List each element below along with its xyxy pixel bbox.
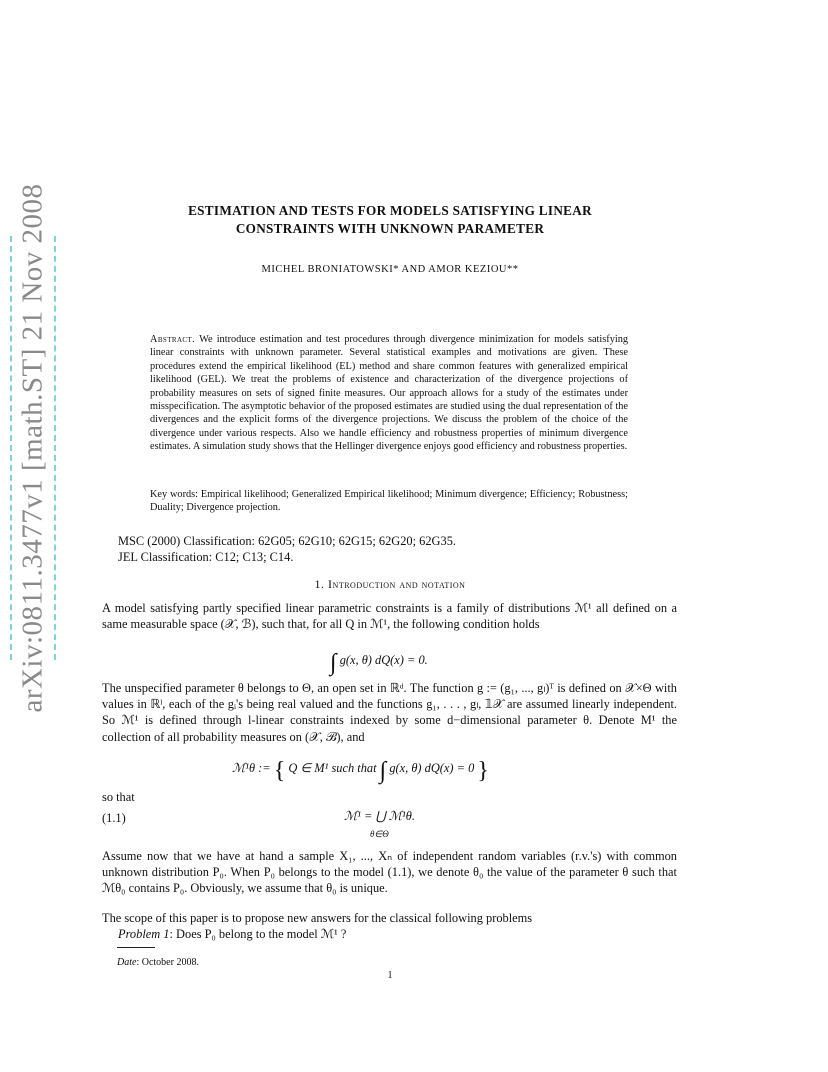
problem-label: Problem 1 — [118, 927, 170, 941]
model-theta-condition: Q ∈ M¹ such that — [288, 761, 377, 775]
footnote-date — [117, 957, 199, 968]
footnote-text: : October 2008. — [136, 957, 199, 968]
keywords: Key words: Empirical likelihood; Generalized Empirical likelihood; Minimum divergence; Efficiency; Robustness; Duality; Divergence projection. — [150, 489, 628, 514]
paragraph-4: The scope of this paper is to propose new answers for the classical following problems — [102, 911, 533, 925]
abstract-label: Abstract. — [150, 334, 196, 345]
left-brace: { — [273, 758, 286, 784]
jel-classification: JEL Classification: C12; C13; C14. — [118, 550, 294, 564]
page-number: 1 — [387, 970, 393, 981]
classification-block — [118, 533, 456, 565]
abstract-text: We introduce estimation and test procedures through divergence minimization for models satisfying linear constraints with unknown parameter. Several statistical examples and motivations are given. These procedures extend the empirical likelihood (EL) method and share common features with generalized empirical likelihood (GEL). We treat the problems of existence and characterization of the divergence projections of probability measures on sets of signed finite measures. Our approach allows for a study of the estimates under misspecification. The asymptotic behavior of the proposed estimates are studied using the dual representation of the divergences and the explicit forms of the divergence projections. We discuss the problem of the choice of the divergence under various respects. Also we handle efficiency and robustness properties of minimum divergence estimates. A simulation study shows that the Hellinger divergence enjoys good efficiency and robustness properties. — [150, 334, 628, 453]
model-theta-left: ℳ¹θ := — [232, 761, 274, 775]
section-heading: 1. Introduction and notation — [314, 577, 466, 591]
title-line-1: ESTIMATION AND TESTS FOR MODELS SATISFYING LINEAR — [188, 203, 592, 218]
integral-sign: ∫ — [330, 650, 337, 676]
dashed-line-left — [10, 236, 12, 660]
paper-title — [140, 202, 640, 238]
msc-classification: MSC (2000) Classification: 62G05; 62G10; 62G15; 62G20; 62G35. — [118, 534, 456, 548]
abstract — [150, 333, 628, 454]
right-brace: } — [477, 758, 489, 784]
authors: MICHEL BRONIATOWSKI* AND AMOR KEZIOU** — [261, 264, 519, 275]
paragraph-3: Assume now that we have at hand a sample X₁, ..., Xₙ of independent random variables (r.v.'s) with common unknown distribution P₀. When P₀ belongs to the model (1.1), we denote θ₀ the value of the parameter θ such that ℳθ₀ contains P₀. Obviously, we assume that θ₀ is unique. — [102, 849, 677, 896]
integral-sign: ∫ — [379, 758, 387, 784]
equation-constraint-body: g(x, θ) dQ(x) = 0. — [339, 653, 428, 667]
equation-model-theta — [232, 758, 489, 785]
model-theta-right: g(x, θ) dQ(x) = 0 — [389, 761, 475, 775]
footnote-label: Date — [117, 957, 137, 968]
paragraph-2: The unspecified parameter θ belongs to Θ, an open set in ℝᵈ. The function g := (g₁, ..., gₗ)ᵀ is defined on 𝒳×Θ with values in ℝˡ, each of the gᵢ's being real valued and the functions g₁, . . . , gₗ, 𝟙𝒳 are assumed linearly independent. So ℳ¹ is defined through l-linear constraints indexed by some d−dimensional parameter θ. Denote M¹ the collection of all probability measures on (𝒳, ℬ), and — [102, 681, 677, 744]
problem-1 — [118, 926, 346, 942]
paragraph-1: A model satisfying partly specified linear parametric constraints is a family of distributions ℳ¹ all defined on a same measurable space (𝒳, ℬ), such that, for all Q in ℳ¹, the following condition holds — [102, 601, 677, 632]
arxiv-identifier: arXiv:0811.3477v1 [math.ST] 21 Nov 2008 — [16, 183, 49, 713]
equation-union: ℳ¹ = ⋃ ℳ¹θ. — [344, 809, 415, 823]
so-that-text: so that — [102, 790, 135, 804]
union-subscript: θ∈Θ — [370, 829, 389, 839]
dashed-line-right — [54, 236, 56, 660]
equation-constraint — [330, 650, 428, 677]
arxiv-sidebar-stamp — [4, 183, 62, 713]
equation-number: (1.1) — [102, 811, 126, 825]
footnote-rule — [117, 947, 155, 948]
title-line-2: CONSTRAINTS WITH UNKNOWN PARAMETER — [235, 221, 545, 236]
problem-text: : Does P₀ belong to the model ℳ¹ ? — [169, 927, 347, 941]
